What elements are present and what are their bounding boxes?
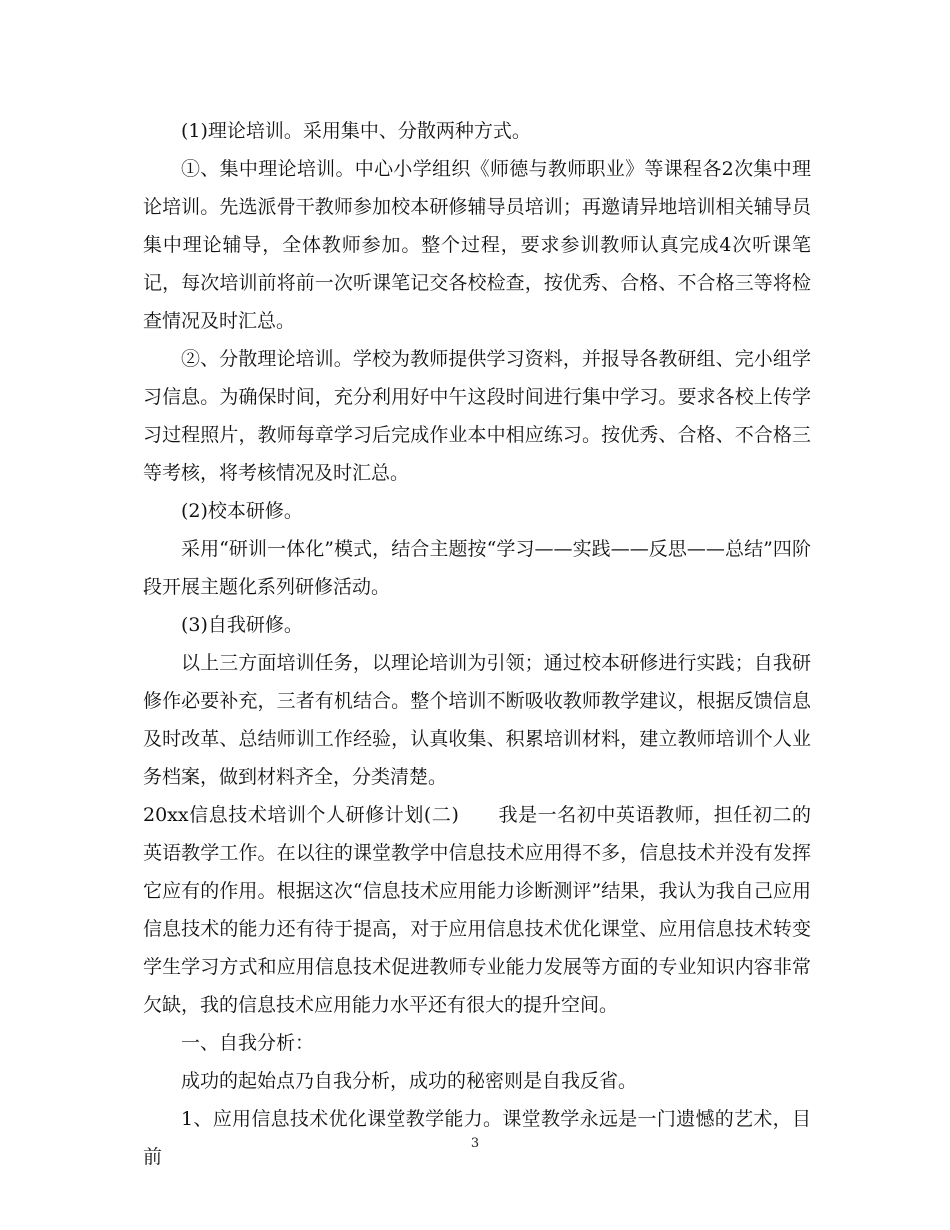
paragraph-plan-two-intro: 20xx信息技术培训个人研修计划(二) 我是一名初中英语教师，担任初二的英语教学工作。在以往的课堂教学中信息技术应用得不多，信息技术并没有发挥它应有的作用。根据这次“信息技术应用能力诊断测评”结果，我认为我自己应用信息技术的能力还有待于提高，对于应用信息技术优化课堂、应用信息技术转变学生学习方式和应用信息技术促进教师专业能力发展等方面的专业知识内容非常欠缺，我的信息技术应用能力水平还有很大的提升空间。: [143, 804, 811, 1016]
paragraph-centralized-training: ①、集中理论培训。中心小学组织《师德与教师职业》等课程各2次集中理论培训。先选派骨干教师参加校本研修辅导员培训；再邀请异地培训相关辅导员集中理论辅导，全体教师参加。整个过程，要求参训教师认真完成4次听课笔记，每次培训前将前一次听课笔记交各校检查，按优秀、合格、不合格三等将检查情况及时汇总。: [143, 158, 811, 332]
paragraph-distributed-training: ②、分散理论培训。学校为教师提供学习资料，并报导各教研组、完小组学习信息。为确保时间，充分利用好中午这段时间进行集中学习。要求各校上传学习过程照片，教师每章学习后完成作业本中相应练习。按优秀、合格、不合格三等考核，将考核情况及时汇总。: [143, 348, 811, 484]
paragraph-theory-training: (1)理论培训。采用集中、分散两种方式。: [181, 120, 531, 142]
paragraph-integrated-mode: 采用“研训一体化”模式，结合主题按“学习——实践——反思——总结”四阶段开展主题化系列研修活动。: [143, 538, 811, 598]
paragraph-self-reflection: 成功的起始点乃自我分析，成功的秘密则是自我反省。: [181, 1070, 638, 1092]
paragraph-school-based-study: (2)校本研修。: [181, 500, 303, 522]
document-body: [143, 112, 811, 1176]
page-number: 3: [470, 1136, 480, 1151]
section-heading-self-analysis: 一、自我分析：: [181, 1032, 315, 1054]
paragraph-self-study: (3)自我研修。: [181, 614, 303, 636]
paragraph-summary: 以上三方面培训任务，以理论培训为引领；通过校本研修进行实践；自我研修作必要补充，三者有机结合。整个培训不断吸收教师教学建议，根据反馈信息及时改革、总结师训工作经验，认真收集、积累培训材料，建立教师培训个人业务档案，做到材料齐全，分类清楚。: [143, 652, 811, 788]
paragraph-classroom-ability: 1、应用信息技术优化课堂教学能力。课堂教学永远是一门遗憾的艺术，目前: [143, 1108, 811, 1168]
